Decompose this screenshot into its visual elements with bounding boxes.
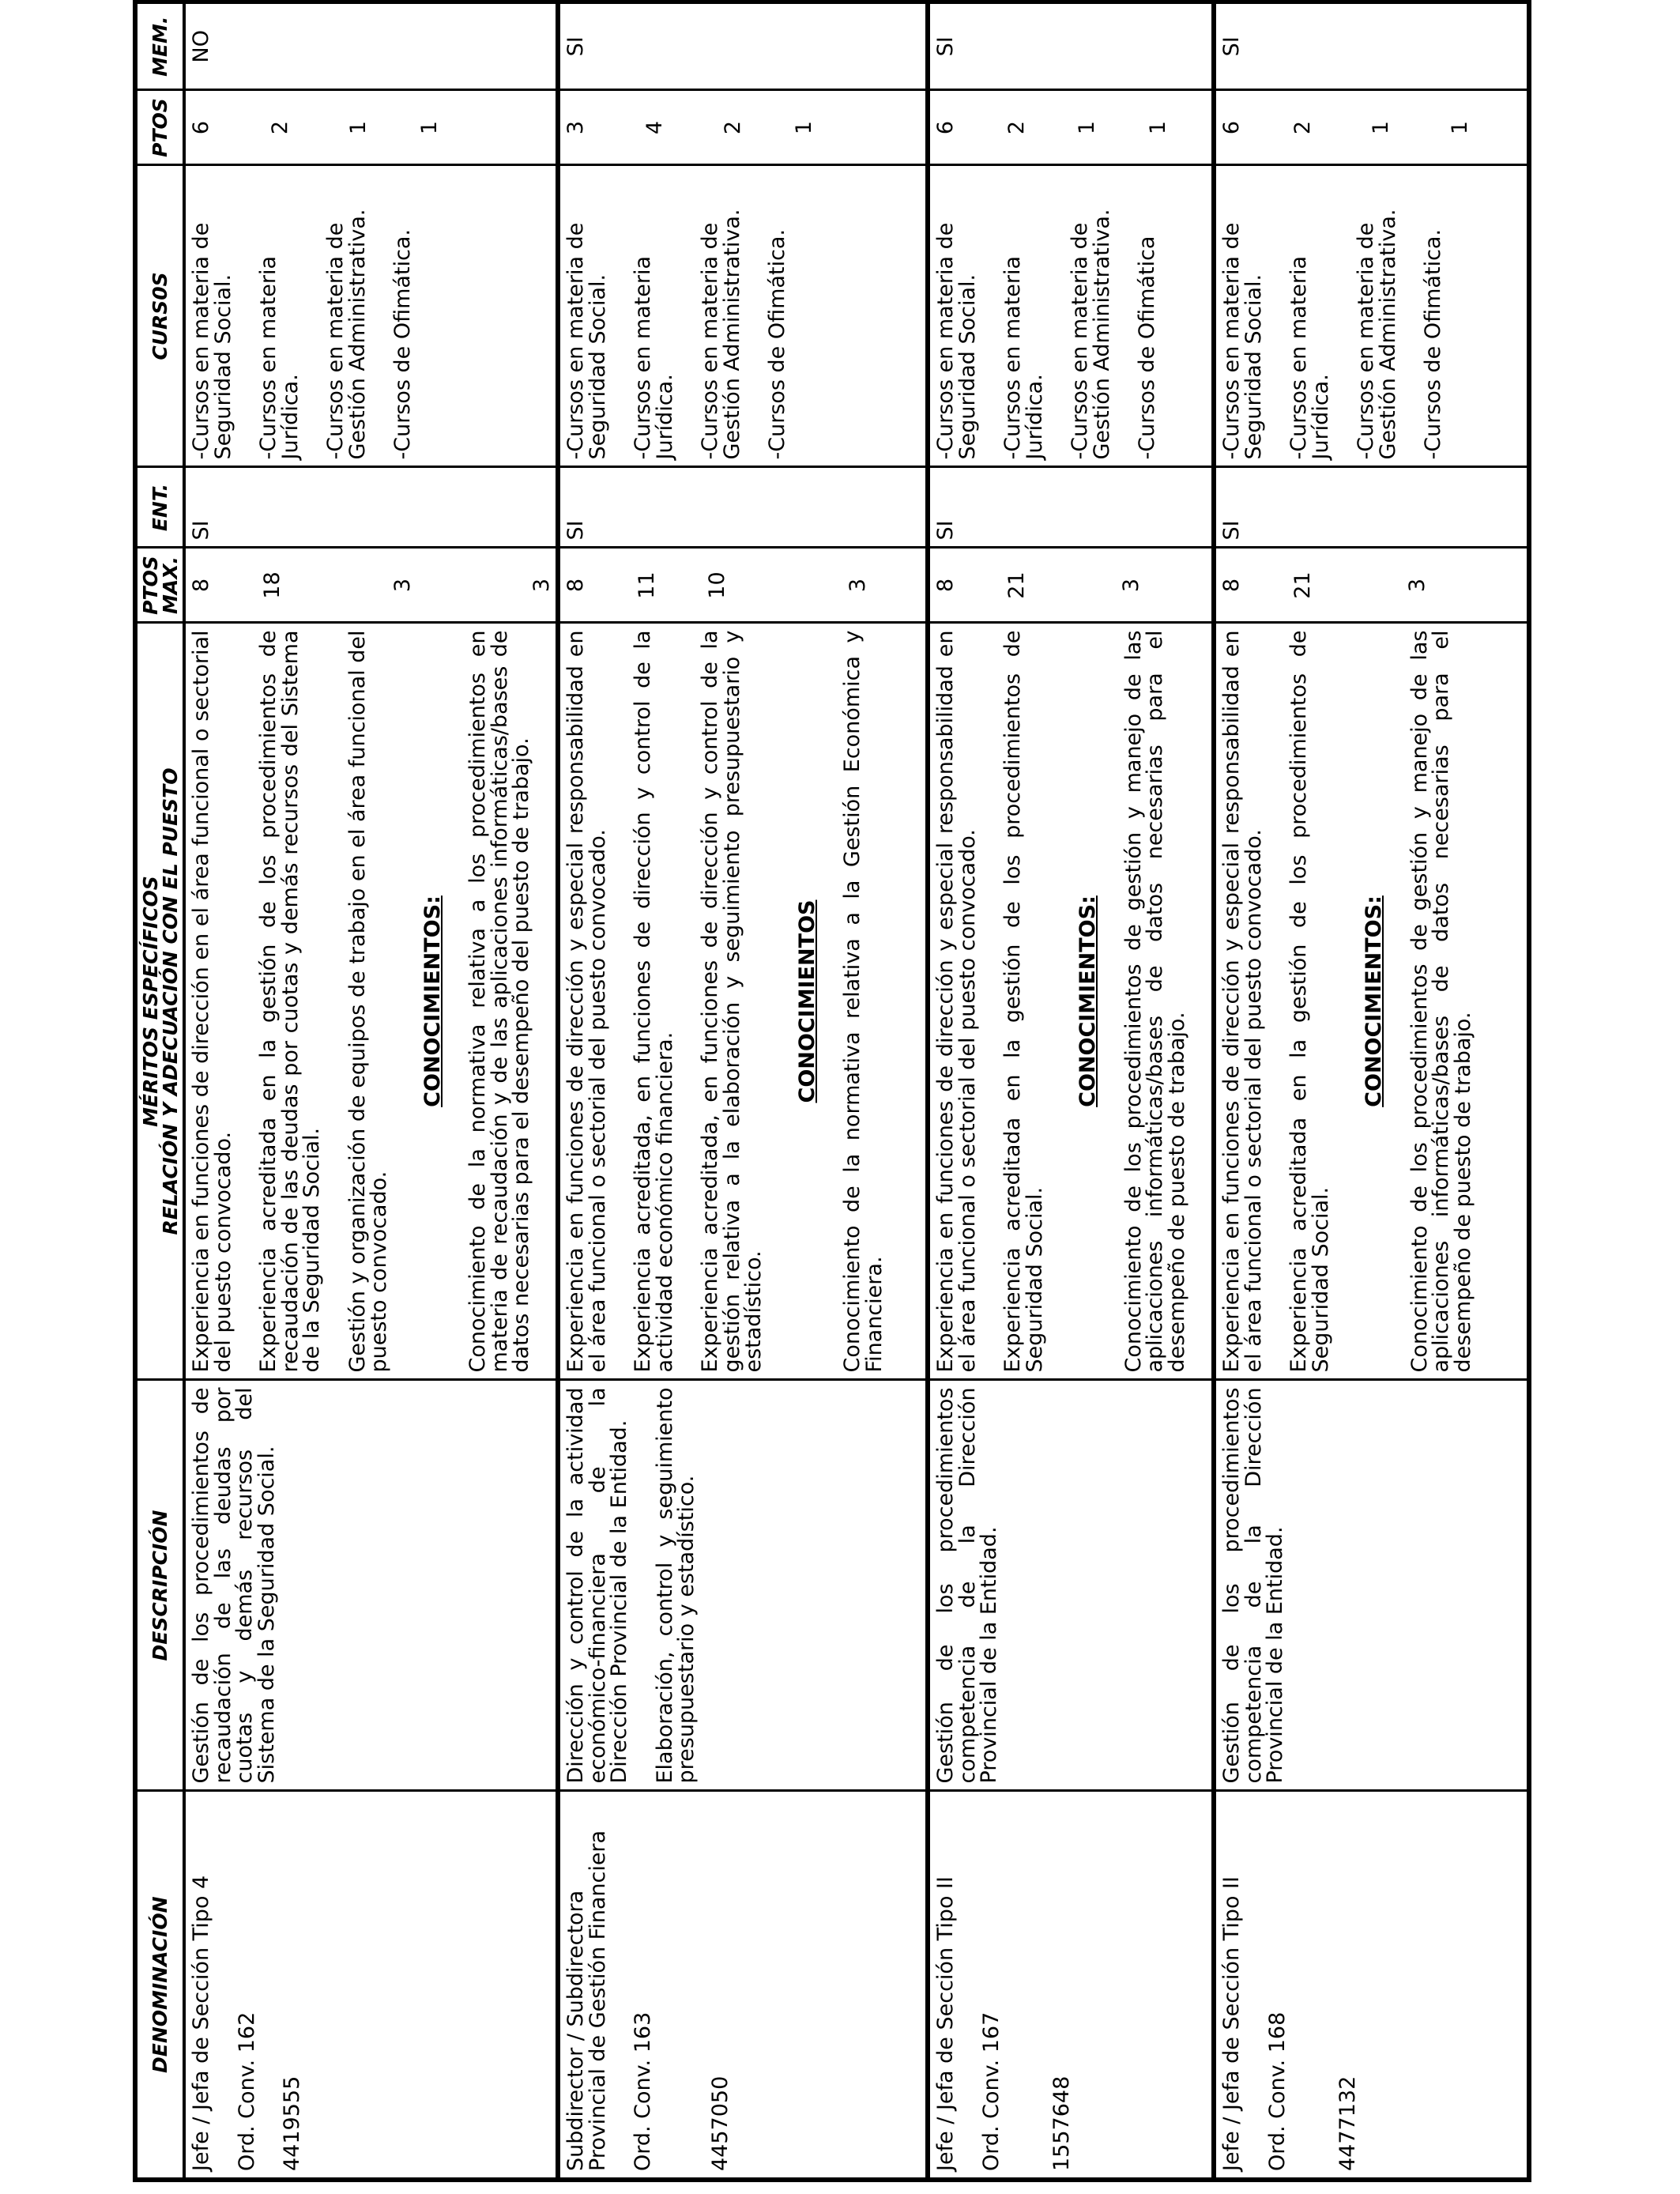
cursos-cell — [558, 165, 928, 467]
curso-item: -Cursos en materia de Gestión Administrativa. — [323, 209, 370, 460]
ent-value: SI — [563, 520, 589, 541]
curso-item: -Cursos de Ofimática — [1135, 236, 1160, 460]
denominacion-cell — [558, 1791, 928, 2180]
mem-value: NO — [189, 30, 213, 63]
ptos-max-value: 3 — [1119, 578, 1144, 593]
descripcion-text: Gestión de los procedimientos competencia de la Dirección Provincial de la Entidad. — [933, 1387, 1002, 1784]
merito-item: Experiencia acreditada en la gestión de los procedimientos de Seguridad Social. — [1000, 630, 1047, 1373]
curso-item: -Cursos en materia de Gestión Administrativa. — [1068, 209, 1114, 460]
meritos-cell — [928, 623, 1214, 1380]
meritos-cell — [558, 623, 928, 1380]
curso-item: -Cursos en materia de Seguridad Social. — [933, 222, 980, 460]
curso-item: -Cursos en materia de Seguridad Social. — [563, 222, 610, 460]
table-row — [184, 2, 558, 2180]
merito-item: Experiencia acreditada en la gestión de los procedimientos de recaudación de las deudas por cuotas y demás recursos del Sistema de la Seguridad Social. — [256, 630, 325, 1373]
ptos-cell — [558, 90, 928, 165]
merito-item: Experiencia acreditada en la gestión de los procedimientos de Seguridad Social. — [1286, 630, 1333, 1373]
merito-item: Conocimiento de la normativa relativa a la Gestión Económica y Financiera. — [840, 630, 887, 1373]
denominacion-code: 1557648 — [1049, 2075, 1075, 2171]
curso-item: -Cursos de Ofimática. — [1421, 228, 1446, 460]
cursos-cell — [928, 165, 1214, 467]
meritos-cell — [1214, 623, 1529, 1380]
ptos-max-value: 8 — [933, 578, 959, 593]
header-cursos: CURS0S — [135, 165, 184, 467]
cursos-cell — [1214, 165, 1529, 467]
ptos-value: 1 — [1145, 120, 1170, 135]
descripcion-cell — [184, 1380, 558, 1791]
descripcion-text: Gestión de los procedimientos de recaudación de las deudas por cuotas y demás recursos del Sistema de la Seguridad Social. — [189, 1387, 279, 1784]
ptos-value: 6 — [189, 120, 213, 135]
denominacion-cell — [1214, 1791, 1529, 2180]
header-row — [135, 2, 184, 2180]
descripcion-cell — [1214, 1380, 1529, 1791]
ptos-max-value: 21 — [1004, 571, 1029, 599]
curso-item: -Cursos en materia Jurídica. — [1286, 255, 1333, 460]
curso-item: -Cursos en materia Jurídica. — [631, 255, 677, 460]
denominacion-order: Ord. Conv. 167 — [978, 2011, 1004, 2171]
table-row — [558, 2, 928, 2180]
ent-cell — [184, 467, 558, 548]
conocimientos-heading: CONOCIMIENTOS: — [420, 895, 445, 1107]
mem-cell — [928, 2, 1214, 90]
merito-item: Experiencia acreditada, en funciones de dirección y control de la actividad económico financiera. — [631, 630, 677, 1373]
ptos-max-value: 8 — [1219, 578, 1245, 593]
ptos-max-value: 11 — [634, 571, 659, 599]
header-ptos-max: PTOS MAX. — [135, 548, 184, 623]
curso-item: -Cursos en materia de Gestión Administrativa. — [1354, 209, 1400, 460]
conocimientos-heading: CONOCIMIENTOS: — [1362, 895, 1387, 1107]
ptos-value: 2 — [1004, 120, 1029, 135]
header-descripcion: DESCRIPCIÓN — [135, 1380, 184, 1791]
denominacion-title: Subdirector / Subdirectora Provincial de Gestión Financiera — [563, 1830, 610, 2171]
curso-item: -Cursos en materia de Seguridad Social. — [189, 222, 235, 460]
header-meritos-line1: MÉRITOS ESPECÍFICOS — [138, 876, 162, 1127]
ptos-value: 6 — [1219, 120, 1245, 135]
ptos-value: 2 — [1290, 120, 1315, 135]
header-meritos — [135, 623, 184, 1380]
merito-item: Experiencia en funciones de dirección en el área funcional o sectorial del puesto convocado. — [189, 630, 235, 1373]
ptos-max-value: 3 — [529, 578, 554, 593]
curso-item: -Cursos en materia de Seguridad Social. — [1219, 222, 1266, 460]
ptos-value: 2 — [267, 120, 292, 135]
conocimientos-heading: CONOCIMIENTOS — [794, 899, 819, 1103]
mem-cell — [558, 2, 928, 90]
denominacion-title: Jefe / Jefa de Sección Tipo 4 — [189, 1875, 213, 2171]
ptos-value: 6 — [933, 120, 959, 135]
meritos-cell — [184, 623, 558, 1380]
ptos-max-value: 8 — [189, 578, 213, 593]
denominacion-order: Ord. Conv. 163 — [631, 2011, 656, 2171]
descripcion-cell — [558, 1380, 928, 1791]
ptos-max-cell — [1214, 548, 1529, 623]
denominacion-order: Ord. Conv. 168 — [1264, 2011, 1290, 2171]
ent-value: SI — [933, 520, 959, 541]
ent-cell — [1214, 467, 1529, 548]
descripcion-cell — [928, 1380, 1214, 1791]
merito-item: Experiencia en funciones de dirección y especial responsabilidad en el área funcional o sectorial del puesto convocado. — [933, 630, 980, 1373]
mem-value: SI — [563, 36, 589, 57]
table-row — [928, 2, 1214, 2180]
denominacion-code: 4419555 — [280, 2075, 305, 2171]
ptos-value: 1 — [346, 120, 371, 135]
ptos-max-cell — [928, 548, 1214, 623]
ptos-max-value: 3 — [845, 578, 870, 593]
ptos-value: 3 — [563, 120, 589, 135]
job-offer-table — [133, 0, 1531, 2182]
ptos-value: 2 — [721, 120, 746, 135]
ent-cell — [928, 467, 1214, 548]
ptos-value: 4 — [642, 120, 667, 135]
header-meritos-line2: RELACIÓN Y ADECUACIÓN CON EL PUESTO — [158, 767, 182, 1235]
merito-item: Conocimiento de los procedimientos de gestión y manejo de las aplicaciones informáticas/bases de datos necesarias para el desempeño de puesto de trabajo. — [1121, 630, 1189, 1373]
ptos-max-value: 3 — [390, 578, 416, 593]
ptos-cell — [1214, 90, 1529, 165]
ptos-value: 1 — [1447, 120, 1472, 135]
ent-value: SI — [189, 520, 213, 541]
table-row — [1214, 2, 1529, 2180]
ptos-max-value: 21 — [1290, 571, 1315, 599]
ptos-max-value: 10 — [705, 571, 730, 599]
ent-cell — [558, 467, 928, 548]
cursos-cell — [184, 165, 558, 467]
merito-item: Experiencia en funciones de dirección y especial responsabilidad en el área funcional o sectorial del puesto convocado. — [1219, 630, 1266, 1373]
curso-item: -Cursos de Ofimática. — [390, 228, 416, 460]
header-ptos: PTOS — [135, 90, 184, 165]
denominacion-cell — [184, 1791, 558, 2180]
ptos-value: 1 — [1369, 120, 1394, 135]
ptos-value: 1 — [1075, 120, 1100, 135]
curso-item: -Cursos en materia de Gestión Administrativa. — [698, 209, 744, 460]
ptos-max-cell — [558, 548, 928, 623]
curso-item: -Cursos de Ofimática. — [765, 228, 790, 460]
merito-item: Conocimiento de los procedimientos de gestión y manejo de las aplicaciones informáticas/bases de datos necesarias para el desempeño de puesto de trabajo. — [1407, 630, 1475, 1373]
header-denominacion: DENOMINACIÓN — [135, 1791, 184, 2180]
curso-item: -Cursos en materia Jurídica. — [256, 255, 303, 460]
descripcion-text: Gestión de los procedimientos competencia de la Dirección Provincial de la Entidad. — [1219, 1387, 1288, 1784]
ptos-max-value: 3 — [1405, 578, 1430, 593]
mem-value: SI — [933, 36, 959, 57]
descripcion-text: Dirección y control de la actividad económico-financiera de la Dirección Provincial de la Entidad. — [563, 1387, 632, 1784]
mem-value: SI — [1219, 36, 1245, 57]
merito-item: Conocimiento de la normativa relativa a los procedimientos en materia de recaudación y de las aplicaciones informáticas/bases de datos necesarias para el desempeño del puesto de trabajo. — [465, 630, 534, 1373]
curso-item: -Cursos en materia Jurídica. — [1000, 255, 1047, 460]
descripcion-text: Elaboración, control y seguimiento presupuestario y estadístico. — [652, 1387, 699, 1784]
merito-item: Experiencia acreditada, en funciones de dirección y control de la gestión relativa a la elaboración y seguimiento presupuestario y estadístico. — [698, 630, 767, 1373]
mem-cell — [1214, 2, 1529, 90]
merito-item: Experiencia en funciones de dirección y especial responsabilidad en el área funcional o sectorial del puesto convocado. — [563, 630, 610, 1373]
ptos-max-value: 8 — [563, 578, 589, 593]
ptos-max-value: 18 — [259, 571, 284, 599]
denominacion-code: 4457050 — [707, 2075, 733, 2171]
denominacion-title: Jefe / Jefa de Sección Tipo II — [1219, 1876, 1245, 2171]
merito-item: Gestión y organización de equipos de trabajo en el área funcional del puesto convocado. — [345, 630, 392, 1373]
denominacion-order: Ord. Conv. 162 — [234, 2011, 259, 2171]
ptos-cell — [928, 90, 1214, 165]
conocimientos-heading: CONOCIMIENTOS: — [1075, 895, 1101, 1107]
mem-cell — [184, 2, 558, 90]
ent-value: SI — [1219, 520, 1245, 541]
ptos-max-cell — [184, 548, 558, 623]
denominacion-cell — [928, 1791, 1214, 2180]
ptos-value: 1 — [791, 120, 816, 135]
denominacion-code: 4477132 — [1335, 2075, 1361, 2171]
ptos-cell — [184, 90, 558, 165]
header-ent: ENT. — [135, 467, 184, 548]
ptos-value: 1 — [416, 120, 442, 135]
header-mem: MEM. — [135, 2, 184, 90]
denominacion-title: Jefe / Jefa de Sección Tipo II — [933, 1876, 959, 2171]
